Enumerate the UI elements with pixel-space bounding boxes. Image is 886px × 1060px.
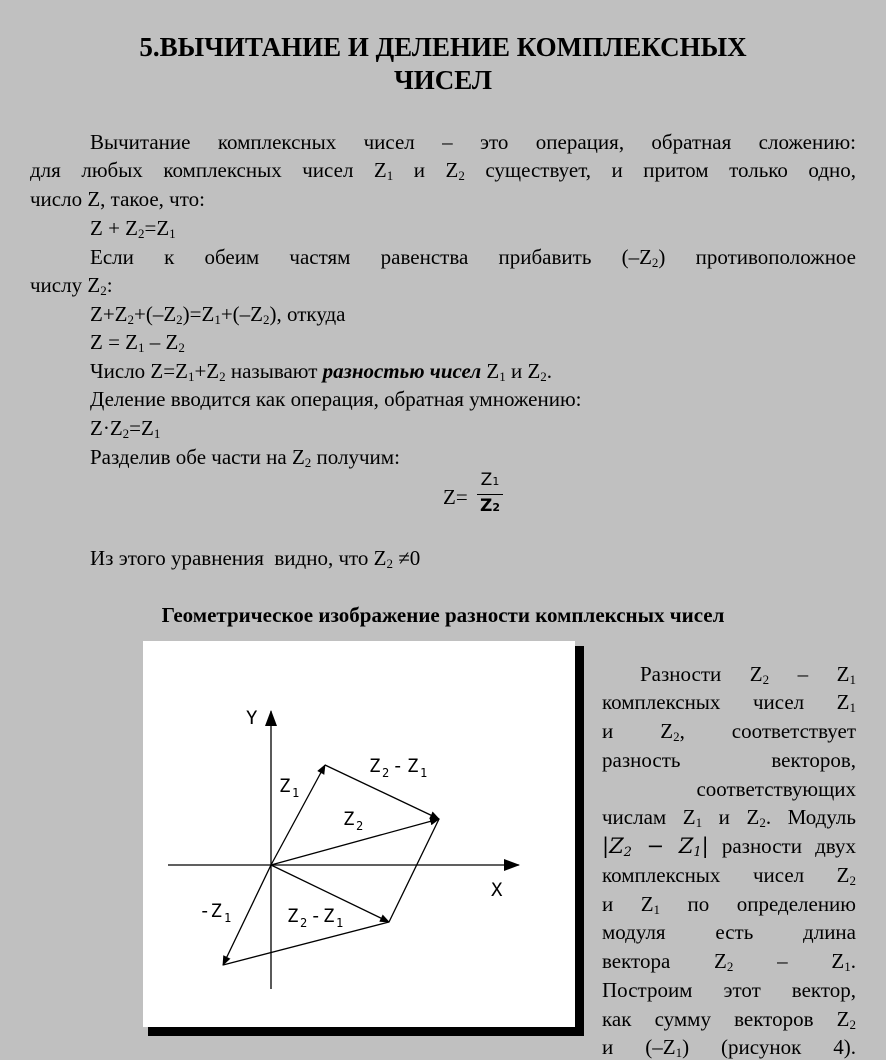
section-subtitle: Геометрическое изображение разности комплексных чисел [161, 603, 725, 627]
side-text-line-7: $|Z_2 - Z_1|$ разности двух [602, 834, 856, 860]
equation-3: $Z = Z_1 - Z_2$ [90, 330, 185, 355]
label-diff-top [369, 755, 427, 780]
side-text-line-14: и $(-Z_1)$ (рисунок 4). [602, 1035, 857, 1060]
paragraph-1-line-2: для любых комплексных чисел $Z_1$ и $Z_2$ существует, и притом только одно, [30, 158, 856, 183]
svg-text:Z: Z [279, 775, 291, 797]
side-text-line-6: числам $Z_1$ и $Z_2$. Модуль [602, 805, 856, 830]
svg-text:2: 2 [356, 819, 364, 833]
fraction [477, 470, 503, 518]
svg-text:1: 1 [224, 911, 232, 925]
side-text-line-4: разность векторов, [602, 748, 856, 772]
svg-text:2: 2 [300, 916, 308, 930]
svg-text:1: 1 [292, 786, 300, 800]
svg-text:Z: Z [323, 905, 335, 927]
equation-2: $Z+Z_2+(-Z_2)=Z_1+(-Z_2)$, откуда [90, 302, 346, 327]
svg-text:-Z: -Z [199, 900, 222, 922]
svg-text:-: - [310, 905, 322, 927]
side-text-line-13: как сумму векторов $Z_2$ [602, 1007, 856, 1032]
svg-text:2: 2 [382, 766, 390, 780]
side-text-line-5: соответствующих [696, 777, 856, 801]
fraction-bar [477, 494, 503, 495]
term-difference: разностью чисел [322, 359, 482, 383]
side-text-line-10: модуля есть длина [602, 920, 856, 944]
paragraph-5: Разделив обе части на $Z_2$ получим: [90, 445, 400, 470]
paragraph-6: Из этого уравнения видно, что $Z_2 \ne 0$ [90, 546, 421, 571]
equation-1: $Z + Z_2=Z_1$ [90, 216, 176, 241]
side-text-line-1: Разности $Z_2 - Z_1$ [640, 662, 856, 687]
paragraph-2-line-2: числу $Z_2$: [30, 273, 113, 298]
svg-text:1: 1 [420, 766, 428, 780]
svg-text:Z: Z [343, 808, 355, 830]
paragraph-4: Деление вводится как операция, обратная умножению: [90, 387, 582, 411]
paragraph-2-line-1: Если к обеим частям равенства прибавить $(-Z_2)$ противоположное [90, 245, 857, 270]
parallelogram-side-right [389, 819, 439, 922]
side-text-line-8: комплексных чисел $Z_2$ [602, 863, 856, 888]
label-y-axis: Y [246, 707, 258, 729]
side-text-line-9: и $Z_1$ по определению [602, 892, 856, 917]
side-text-line-3: и $Z_2$, соответствует [602, 719, 856, 744]
fraction-lhs: Z= [443, 485, 468, 509]
side-text-line-2: комплексных чисел $Z_1$ [602, 690, 856, 715]
paragraph-1-line-1: Вычитание комплексных чисел – это операция, обратная сложению: [90, 130, 856, 154]
fraction-numerator: Z1 [480, 470, 500, 490]
page-title-line-1: 5.ВЫЧИТАНИЕ И ДЕЛЕНИЕ КОМПЛЕКСНЫХ [139, 32, 747, 62]
svg-text:-: - [392, 755, 404, 777]
label-z2 [343, 808, 363, 833]
figure-vector-difference [143, 641, 575, 1027]
vector-z2 [271, 819, 439, 865]
svg-text:Z: Z [287, 905, 299, 927]
label-z1 [279, 775, 299, 800]
svg-text:Z: Z [407, 755, 419, 777]
side-text-line-11: вектора $Z_2 - Z_1$. [602, 949, 857, 974]
equation-4: $Z\cdot Z_2=Z_1$ [90, 416, 161, 441]
svg-text:1: 1 [336, 916, 344, 930]
fraction-denominator: Z2 [480, 496, 500, 516]
side-text-line-12: Построим этот вектор, [602, 978, 856, 1002]
paragraph-3: Число $Z=Z_1+Z_2$ называют разностью чисел $Z_1$ и $Z_2$. [90, 359, 553, 384]
label-x-axis: X [491, 879, 503, 901]
figure-svg [143, 641, 575, 1027]
label-diff-bottom [287, 905, 343, 930]
page-title-line-2: ЧИСЕЛ [393, 65, 493, 95]
svg-text:Z: Z [369, 755, 381, 777]
paragraph-1-line-3: число Z, такое, что: [30, 187, 205, 211]
label-neg-z1 [199, 900, 231, 925]
